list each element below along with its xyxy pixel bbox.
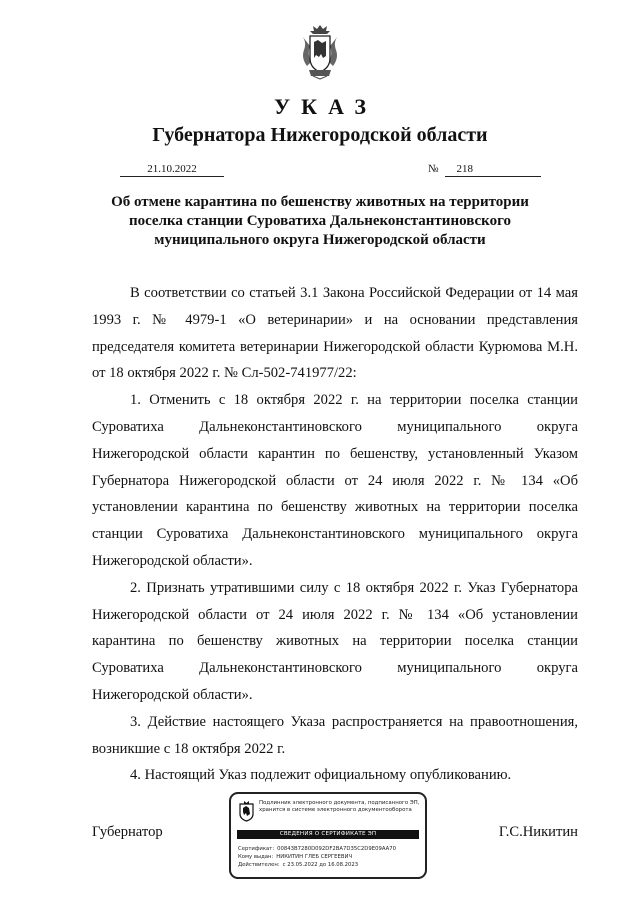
certificate-heading: СВЕДЕНИЯ О СЕРТИФИКАТЕ ЭП — [237, 830, 419, 839]
coat-of-arms-icon — [299, 22, 341, 80]
title-line: Об отмене карантина по бешенству животных на территории — [111, 194, 529, 210]
document-date: 21.10.2022 — [120, 163, 224, 177]
owner-row — [238, 853, 396, 861]
document-body — [92, 280, 578, 789]
clause-4-paragraph: 4. Настоящий Указ подлежит официальному опубликованию. — [130, 767, 512, 784]
certificate-details — [238, 845, 396, 869]
signatory-name: Г.С.Никитин — [498, 824, 578, 840]
certificate-row — [238, 845, 396, 853]
document-title — [90, 193, 550, 250]
clause-3-paragraph: 3. Действие настоящего Указа распространяется на правоотношения, возникшие с 18 октября 2022 г. — [92, 713, 578, 757]
certificate-value: 00843B7280D092DF2BA7D35C2D9E09AA70 — [277, 846, 396, 852]
title-line: муниципального округа Нижегородской области — [154, 232, 486, 248]
owner-value: НИКИТИН ГЛЕБ СЕРГЕЕВИЧ — [276, 854, 353, 860]
validity-label: Действителен: — [238, 862, 280, 868]
emblem-icon — [238, 800, 255, 822]
validity-row — [238, 861, 396, 869]
document-number — [428, 163, 541, 177]
clause-1-paragraph: 1. Отменить с 18 октября 2022 г. на территории поселка станции Суроватиха Дальнеконстантиновского муниципального округа Нижегородской области карантин по бешенству, установленный Указом Губернатора Нижегородской области от 24 июля 2022 г. № 134 «Об установлении карантина по бешенству животных на территории поселка станции Суроватиха Дальнеконстантиновского муниципального округа Нижегородской области». — [92, 392, 578, 569]
certificate-label: Сертификат: — [238, 846, 275, 852]
issuer-heading: Губернатора Нижегородской области — [152, 124, 488, 146]
clause-2-paragraph: 2. Признать утратившими силу с 18 октября 2022 г. Указ Губернатора Нижегородской области от 24 июля 2022 г. № 134 «Об установлении карантина по бешенству животных на территории поселка станции Суроватиха Дальнеконстантиновского муниципального округа Нижегородской области». — [92, 579, 578, 703]
owner-label: Кому выдан: — [238, 854, 274, 860]
document-type-heading: УКАЗ — [273, 94, 378, 119]
number-label: № — [428, 163, 439, 175]
preamble-paragraph: В соответствии со статьей 3.1 Закона Российской Федерации от 14 мая 1993 г. № 4979-1 «О ветеринарии» и на основании представления председателя комитета ветеринарии Нижегородской области Курюмова М.Н. от 18 октября 2022 г. № Сл-502-741977/22: — [92, 285, 578, 382]
stamp-note: Подлинник электронного документа, подписанного ЭП, хранится в системе электронного документооборота — [259, 800, 420, 813]
electronic-signature-stamp — [229, 792, 427, 879]
validity-value: с 23.05.2022 до 16.08.2023 — [282, 862, 359, 868]
number-value: 218 — [445, 163, 541, 177]
signatory-role: Губернатор — [92, 824, 163, 840]
title-line: поселка станции Суроватиха Дальнеконстантиновского — [128, 213, 512, 229]
